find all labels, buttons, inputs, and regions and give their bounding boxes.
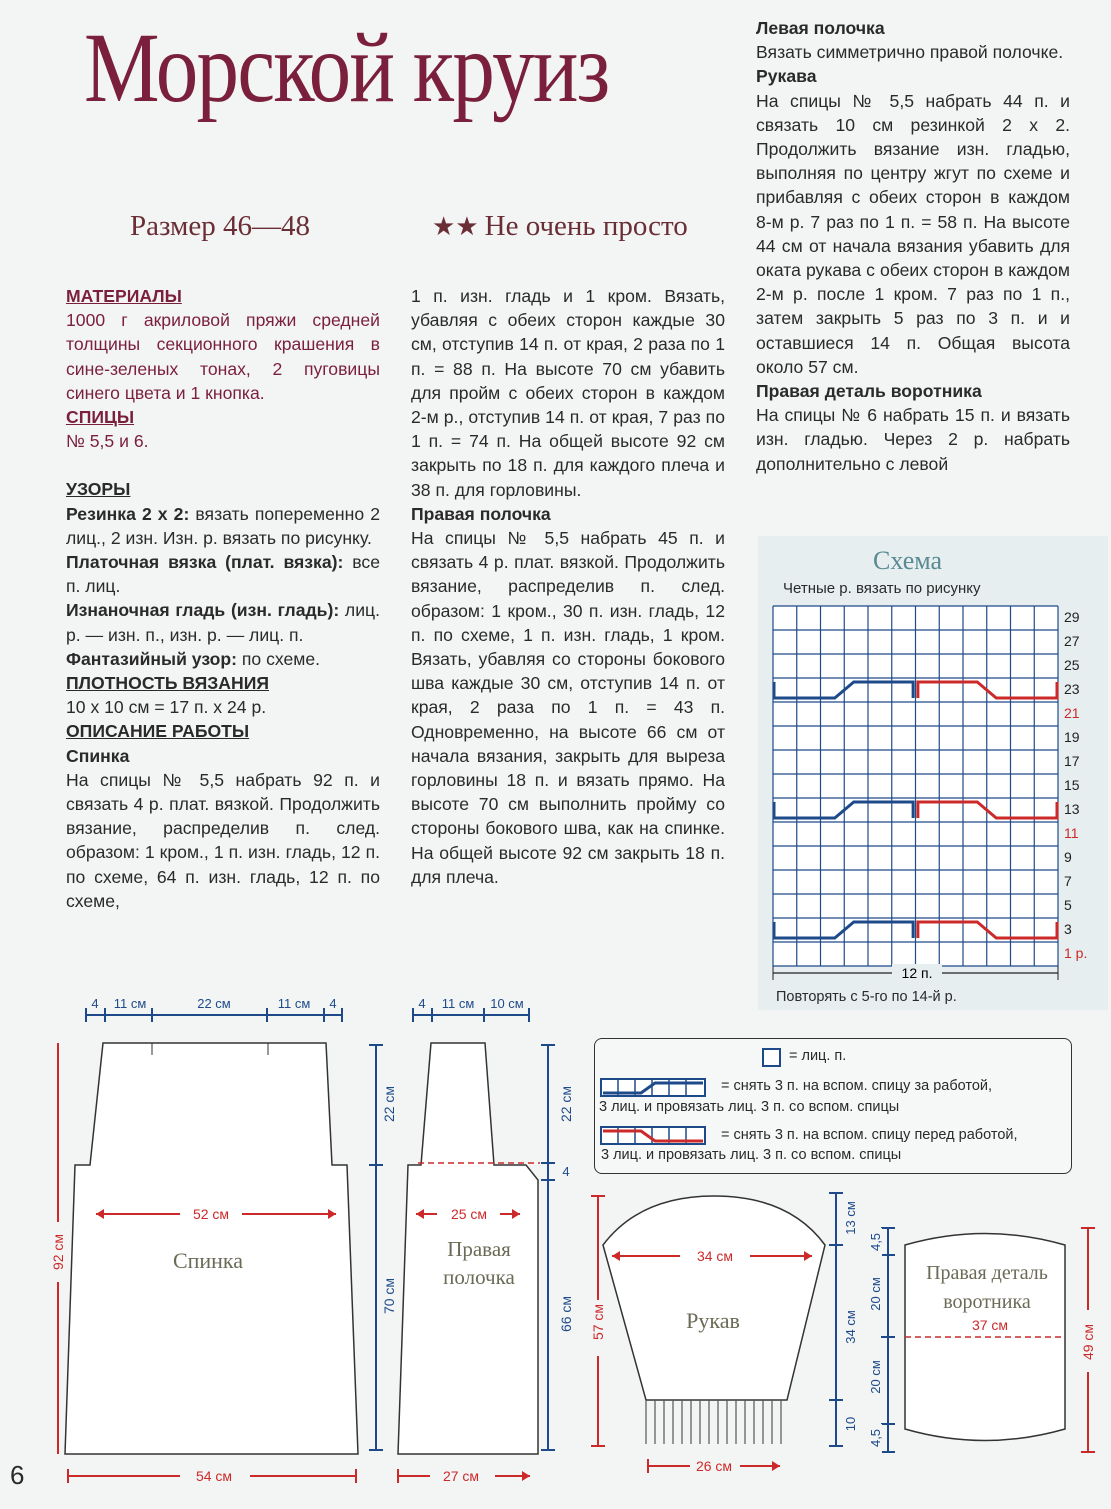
sleeve-label: Рукав [686,1308,740,1333]
left-front-heading: Левая полочка [756,18,885,38]
chart-row-label: 17 [1064,753,1080,769]
back-bottom-width: 54 см [195,1468,233,1484]
front-top-dim-1: 4 [418,996,426,1011]
collar-piece [866,1228,1096,1454]
scheme-title: Схема [873,546,943,575]
collar-label-line2: воротника [943,1291,1031,1313]
right-front-text: На спицы № 5,5 набрать 45 п. и связать 4 р. плат. вязкой. Продолжить вязание, распределив п. след. образом: 1 кром., 30 п. изн. гладь, 12 п. по схеме, 1 п. изн. гладь, 1 кром. Вязать, убавляя со стороны бокового шва каждые 30 см, отступив 14 п. от края, 2 раза по 1 п. = 43 п. Одновременно, на высоте 66 см от начала вязания, закрыть для выреза горловины 18 п. и вязать прямо. На высоте 70 см выполнить пройму со стороны бокового шва, как на спинке. На общей высоте 92 см закрыть 18 п. для плеча. [411,528,725,887]
reverse-pattern: Изнаночная гладь (изн. гладь): лиц. р. — изн. п., изн. р. — лиц. п. [66,600,380,645]
collar-part-3: 20 см [868,1360,883,1394]
chart-row-label: 23 [1064,681,1080,697]
back-top-dim-2: 11 см [113,996,147,1011]
needles-heading: СПИЦЫ [66,407,135,428]
collar-label-line1: Правая деталь [926,1262,1048,1284]
sleeve-cap-height: 13 см [843,1201,858,1235]
back-text: На спицы № 5,5 набрать 92 п. и связать 4 р. плат. вязкой. Продолжить вязание, распределив п. след. образом: 1 кром., 1 п. изн. гладь, 12 п. по схеме, 64 п. изн. гладь, 12 п. по схеме, [66,769,380,911]
sleeves-heading: Рукава [756,66,817,87]
description-heading: ОПИСАНИЕ РАБОТЫ [66,721,250,742]
sleeve-cuff-height: 10 [843,1416,858,1432]
sleeve-bottom-width: 26 см [695,1458,733,1474]
back-piece [50,996,397,1484]
patterns-heading: УЗОРЫ [66,479,131,500]
front-mid-width: 25 см [450,1206,488,1222]
back-top-dim-3: 22 см [197,996,231,1011]
front-label-line1: Правая [447,1237,511,1261]
front-lower-height: 66 см [558,1295,574,1333]
chart-row-label: 11 [1064,825,1079,841]
back-mid-width: 52 см [192,1206,230,1222]
difficulty-text: Не очень просто [484,210,688,242]
chart-row-label: 3 [1064,921,1072,937]
collar-part-1: 4,5 [868,1232,883,1252]
collar-part-2: 20 см [868,1277,883,1311]
chart-row-label: 27 [1064,633,1080,649]
front-top-dim-2: 11 см [441,996,475,1011]
page-title: Морской круиз [84,12,609,123]
right-front-piece [398,996,574,1484]
materials-text: 1000 г акриловой пряжи средней толщины секционного крашения в сине-зеленых тонах, 2 пуговицы синего цвета и 1 кнопка. [66,310,380,403]
front-upper-height: 22 см [558,1085,574,1123]
back-total-height: 92 см [50,1233,66,1271]
chart-row-label: 25 [1064,657,1080,673]
sleeve-piece [590,1193,858,1474]
size-label: Размер 46—48 [130,210,311,242]
sleeve-total-height: 57 см [590,1303,606,1341]
legend-back-cross-line1: = снять 3 п. на вспом. спицу за работой, [721,1078,993,1094]
density-text: 10 х 10 см = 17 п. х 24 р. [66,697,267,718]
chart-row-label: 5 [1064,897,1072,913]
sleeve-width: 34 см [696,1248,734,1264]
collar-text: На спицы № 6 набрать 15 п. и вязать изн. гладью. Через 2 р. набрать дополнительно с левой [756,405,1070,474]
scheme-note: Четные р. вязать по рисунку [783,580,981,597]
chart-row-label: 21 [1064,705,1080,721]
chart-row-label: 9 [1064,849,1072,865]
star-icon: ★★ [432,212,479,241]
back-heading: Спинка [66,745,130,766]
legend-front-cross-line2: 3 лиц. и провязать лиц. 3 п. со вспом. спицы [601,1147,902,1163]
front-bottom-width: 27 см [442,1468,480,1484]
back-label: Спинка [172,1248,244,1273]
back-top-dim-5: 4 [329,996,337,1011]
scheme-width: 12 п. [901,965,933,981]
rib-pattern: Резинка 2 х 2: вязать попеременно 2 лиц., 2 изн. Изн. р. вязать по рисунку. [66,503,380,548]
collar-part-4: 4,5 [868,1428,883,1448]
back-text-continued: 1 п. изн. гладь и 1 кром. Вязать, убавляя с обеих сторон каждые 30 см, отступив 14 п. от края, 2 раза по 1 п. = 88 п. На высоте 70 см убавить для пройм с обеих сторон в каждом 2-м р., отступив 14 п. от края, 7 раз по 1 п. = 74 п. На общей высоте 92 см закрыть по 18 п. для каждого плеча и 38 п. для горловины. [411,286,725,500]
legend-knit-text: = лиц. п. [789,1048,847,1064]
chart-row-label: 1 р. [1064,945,1088,961]
collar-width: 37 см [971,1317,1009,1333]
page-number: 6 [10,1460,25,1490]
back-upper-height: 22 см [381,1085,397,1123]
right-front-heading: Правая полочка [411,503,551,524]
chart-row-label: 29 [1064,609,1080,625]
left-front-text: Вязать симметрично правой полочке. [756,42,1064,63]
legend-front-cross-line1: = снять 3 п. на вспом. спицу перед работой, [721,1127,1018,1143]
front-label-line2: полочка [443,1265,515,1289]
fancy-pattern: Фантазийный узор: по схеме. [66,648,321,669]
needles-text: № 5,5 и 6. [66,431,149,452]
collar-total-height: 49 см [1080,1323,1096,1361]
front-top-dim-3: 10 см [490,996,524,1011]
chart-row-label: 19 [1064,729,1080,745]
legend-back-cross-line2: 3 лиц. и провязать лиц. 3 п. со вспом. спицы [599,1099,900,1115]
chart-row-label: 7 [1064,873,1072,889]
chart-row-label: 13 [1064,801,1080,817]
front-neck-height: 4 [562,1164,570,1179]
sleeve-ribbing [646,1400,781,1444]
materials-heading: МАТЕРИАЛЫ [66,286,182,306]
back-top-dim-1: 4 [91,996,99,1011]
sleeves-text: На спицы № 5,5 набрать 44 п. и связать 10 см резинкой 2 х 2. Продолжить вязание изн. гладью, выполняя по центру жгут по схеме и прибавляя с обеих сторон в каждом 8-м р. 7 раз по 1 п. = 58 п. На высоте 44 см от начала вязания убавить для оката рукава с обеих сторон в каждом 2-м р. после 1 кром. 7 раз по 1 п., затем закрыть 5 раз по 3 п. и и оставшиеся 14 п. Общая высота около 57 см. [756,90,1070,377]
garter-pattern: Платочная вязка (плат. вязка): все п. лиц. [66,552,380,597]
back-lower-height: 70 см [381,1277,397,1315]
collar-heading: Правая деталь воротника [756,381,982,402]
back-top-dim-4: 11 см [277,996,311,1011]
density-heading: ПЛОТНОСТЬ ВЯЗАНИЯ [66,673,269,694]
scheme-repeat-note: Повторять с 5-го по 14-й р. [776,989,957,1005]
sleeve-body-height: 34 см [843,1310,858,1344]
chart-row-label: 15 [1064,777,1080,793]
